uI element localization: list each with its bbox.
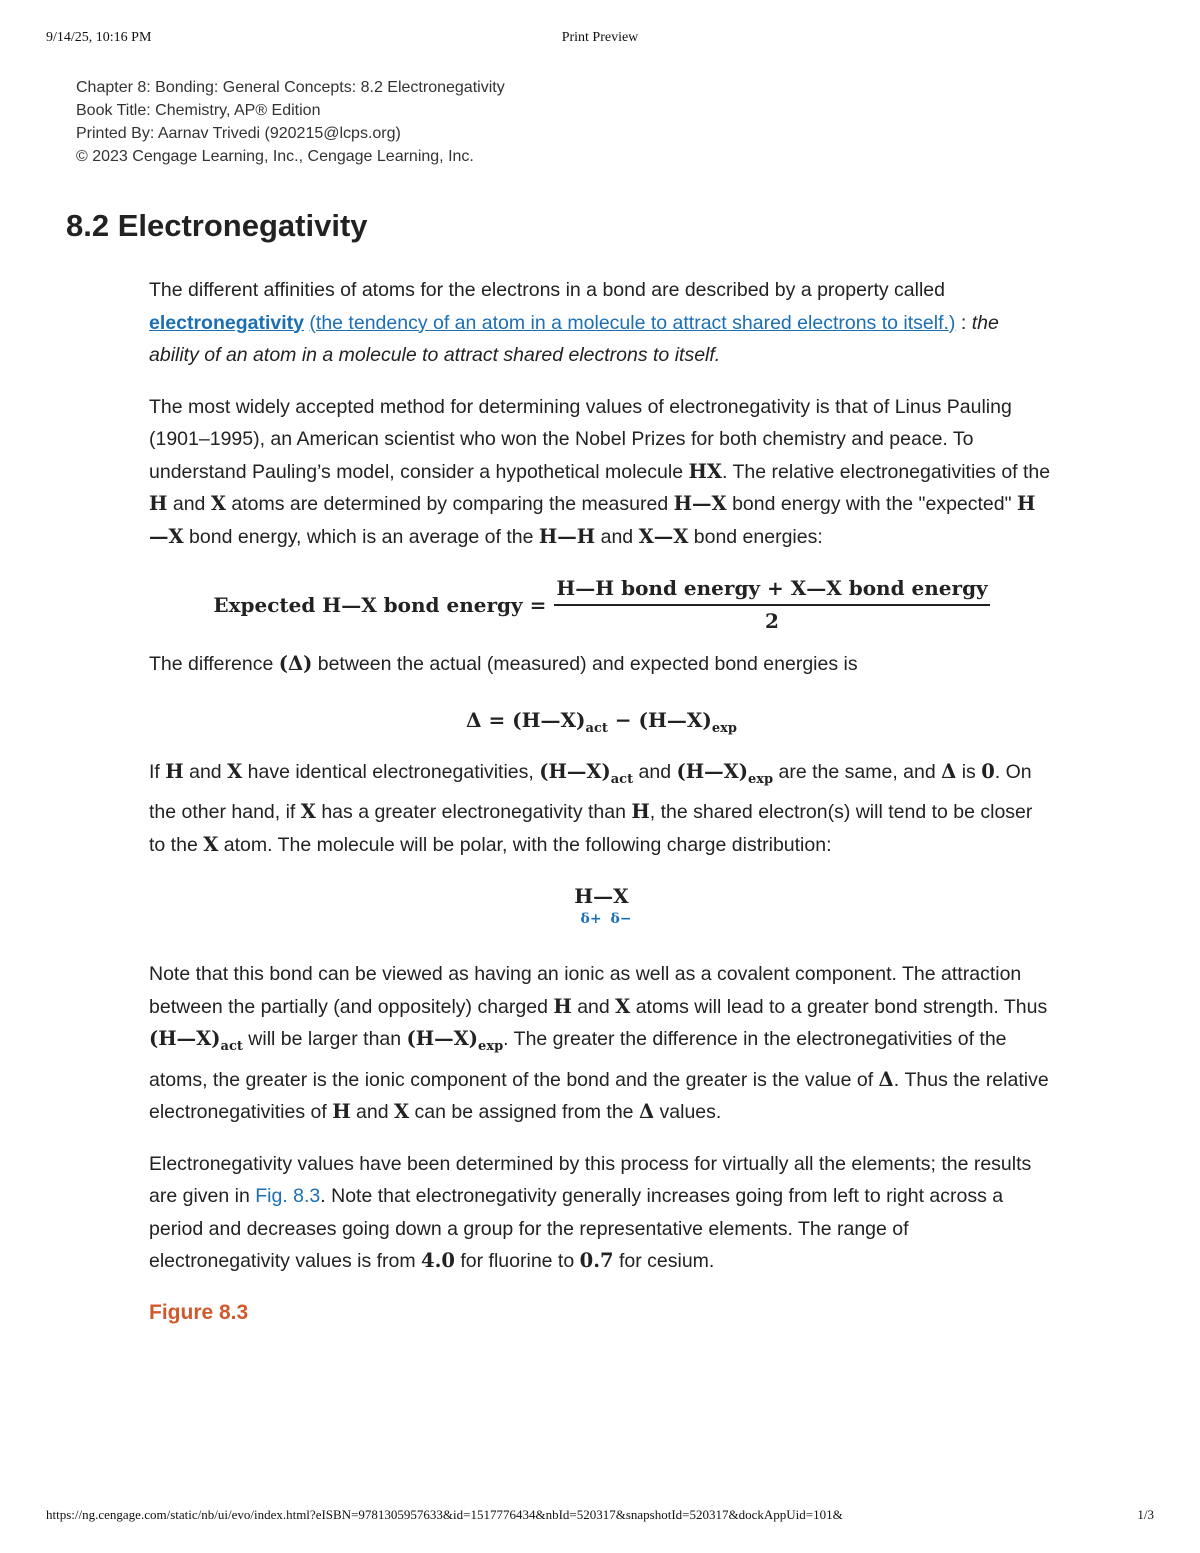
paragraph-polarity — [149, 756, 1054, 862]
page-url: https://ng.cengage.com/static/nb/ui/evo/index.html?eISBN=9781305957633&id=1517776434&nbId=520317&snapshotId=520317&dockAppUid=101& — [46, 1507, 843, 1522]
text: between the actual (measured) and expected bond energies is — [312, 653, 858, 675]
subscript: act — [220, 1039, 243, 1054]
paragraph-difference — [149, 648, 1054, 681]
text: and — [350, 1101, 394, 1123]
polar-molecule — [567, 880, 637, 938]
text: for fluorine to — [454, 1250, 580, 1272]
text: bond energy, which is an average of the — [183, 525, 539, 548]
math-zero: 0 — [981, 759, 995, 783]
paragraph-ionic-component — [149, 958, 1054, 1129]
text: values. — [654, 1101, 722, 1123]
glossary-definition-link[interactable]: (the tendency of an atom in a molecule to attract shared electrons to itself.) — [309, 311, 956, 334]
math-x: X — [227, 759, 243, 783]
delta-equation — [149, 700, 1054, 740]
text: are the same, and — [773, 760, 942, 783]
math-delta: (Δ) — [278, 652, 313, 675]
math-hx-exp — [676, 759, 774, 787]
math-delta: Δ — [941, 759, 957, 783]
subscript: exp — [478, 1039, 504, 1054]
math-value-fluorine: 4.0 — [421, 1249, 455, 1272]
text: atoms are determined by comparing the measured — [225, 493, 674, 515]
definition-text: the ability of an atom in a molecule to attract shared electrons to itself. — [149, 311, 999, 366]
text: and — [183, 760, 228, 783]
book-title-line: Book Title: Chemistry, AP® Edition — [76, 102, 321, 119]
math-part: (H—X) — [539, 759, 611, 783]
paragraph-values — [149, 1148, 1054, 1278]
math-part: (H—X) — [406, 1027, 479, 1050]
text: . Note that electronegativity generally increases going from left to right across a period and decreases going down a group for the representative elements. The range of electronegativity values is from — [149, 1185, 1004, 1272]
subscript: act — [585, 720, 608, 736]
math-xx-bond: X—X — [638, 524, 689, 548]
math-x: X — [394, 1100, 410, 1123]
math-h: H — [149, 492, 168, 515]
math-x: X — [203, 832, 219, 856]
charge-distribution-diagram — [149, 880, 1054, 938]
text: Note that this bond can be viewed as having an ionic as well as a covalent component. The attraction between the partially (and oppositely) charged — [149, 963, 1022, 1018]
expected-bond-energy-equation — [149, 572, 1054, 638]
text: bond energy with the "expected" — [726, 493, 1017, 515]
print-preview-title: Print Preview — [561, 30, 639, 45]
math-delta: Δ — [638, 1100, 655, 1123]
text: . The greater the difference in the electronegativities of the atoms, the greater is the ionic component of the bond and the greater is the value of — [149, 1028, 1007, 1091]
text: The different affinities of atoms for the electrons in a bond are described by a property called — [149, 279, 945, 301]
chapter-line: Chapter 8: Bonding: General Concepts: 8.2 Electronegativity — [76, 79, 505, 96]
printed-by-line: Printed By: Aarnav Trivedi (920215@lcps.org) — [76, 125, 401, 142]
math-x: X — [300, 800, 316, 823]
text: . The relative electronegativities of the — [722, 460, 1051, 483]
math-part: (H—X) — [676, 759, 748, 783]
partial-positive-label: δ+ — [580, 911, 602, 927]
text: can be assigned from the — [409, 1101, 639, 1123]
text: : — [955, 311, 972, 334]
print-header — [46, 30, 1154, 50]
equation-part: Δ = (H—X) — [465, 707, 586, 732]
math-hx-bond: H—X — [673, 492, 727, 515]
text: bond energies: — [688, 525, 823, 548]
text: atom. The molecule will be polar, with the following charge distribution: — [218, 833, 832, 856]
fraction-numerator: H—H bond energy + X—X bond energy — [554, 576, 989, 606]
math-h: H — [553, 994, 572, 1018]
book-metadata — [76, 76, 505, 168]
partial-negative-label: δ− — [610, 911, 632, 927]
text: If — [149, 760, 166, 783]
math-hx-act — [539, 759, 634, 787]
math-hx-exp — [406, 1027, 504, 1054]
text: and — [633, 760, 677, 783]
copyright-line: © 2023 Cengage Learning, Inc., Cengage Learning, Inc. — [76, 148, 474, 165]
text: for cesium. — [613, 1250, 715, 1272]
text: and — [595, 525, 639, 548]
fraction-denominator: 2 — [765, 609, 779, 633]
equation-fraction — [554, 576, 989, 634]
text: . On the other hand, if — [149, 760, 1032, 823]
text: have identical electronegativities, — [242, 760, 540, 783]
math-x: X — [210, 492, 226, 515]
article-body — [149, 274, 1054, 1329]
math-hx: HX — [688, 459, 723, 483]
text: atoms will lead to a greater bond strength. Thus — [630, 995, 1048, 1018]
text: , the shared electron(s) will tend to be closer to the — [149, 801, 1033, 856]
equation-part: − (H—X) — [607, 707, 712, 732]
figure-link[interactable]: Fig. 8.3 — [255, 1185, 321, 1207]
print-footer — [46, 1507, 1154, 1527]
text: and — [167, 493, 211, 515]
subscript: act — [610, 771, 634, 787]
text: . Thus the relative electronegativities of — [149, 1068, 1049, 1123]
text: is — [956, 760, 982, 783]
math-h: H — [165, 759, 184, 783]
page-number: 1/3 — [1137, 1507, 1154, 1522]
math-value-cesium: 0.7 — [579, 1249, 614, 1272]
math-h: H — [332, 1100, 351, 1123]
print-datetime: 9/14/25, 10:16 PM — [46, 30, 152, 45]
figure-heading: Figure 8.3 — [149, 1300, 249, 1324]
text: will be larger than — [242, 1028, 407, 1050]
molecule-formula: H—X — [574, 884, 629, 908]
subscript: exp — [747, 771, 774, 787]
text: Electronegativity values have been determined by this process for virtually all the elements; the results are given in — [149, 1152, 1032, 1207]
text: and — [571, 995, 616, 1018]
glossary-term-link[interactable]: electronegativity — [149, 311, 304, 334]
subscript: exp — [711, 720, 738, 736]
text: The difference — [149, 653, 279, 675]
math-hx-bond: H—X — [149, 492, 1036, 548]
text: has a greater electronegativity than — [315, 801, 632, 823]
math-hh-bond: H—H — [538, 524, 596, 548]
math-h: H — [631, 800, 650, 823]
section-title: 8.2 Electronegativity — [66, 208, 368, 243]
math-hx-act — [149, 1027, 243, 1054]
paragraph-pauling — [149, 391, 1054, 554]
text: The most widely accepted method for determining values of electronegativity is that of Linus Pauling (1901–1995), an American scientist who won the Nobel Prizes for both chemistry and peace. To understand Pauling’s model, consider a hypothetical molecule — [149, 395, 1012, 483]
math-delta: Δ — [878, 1067, 894, 1091]
paragraph-definition — [149, 274, 1054, 372]
equation-lhs: Expected H—X bond energy = — [213, 592, 547, 617]
math-part: (H—X) — [149, 1027, 221, 1050]
math-x: X — [615, 994, 631, 1018]
